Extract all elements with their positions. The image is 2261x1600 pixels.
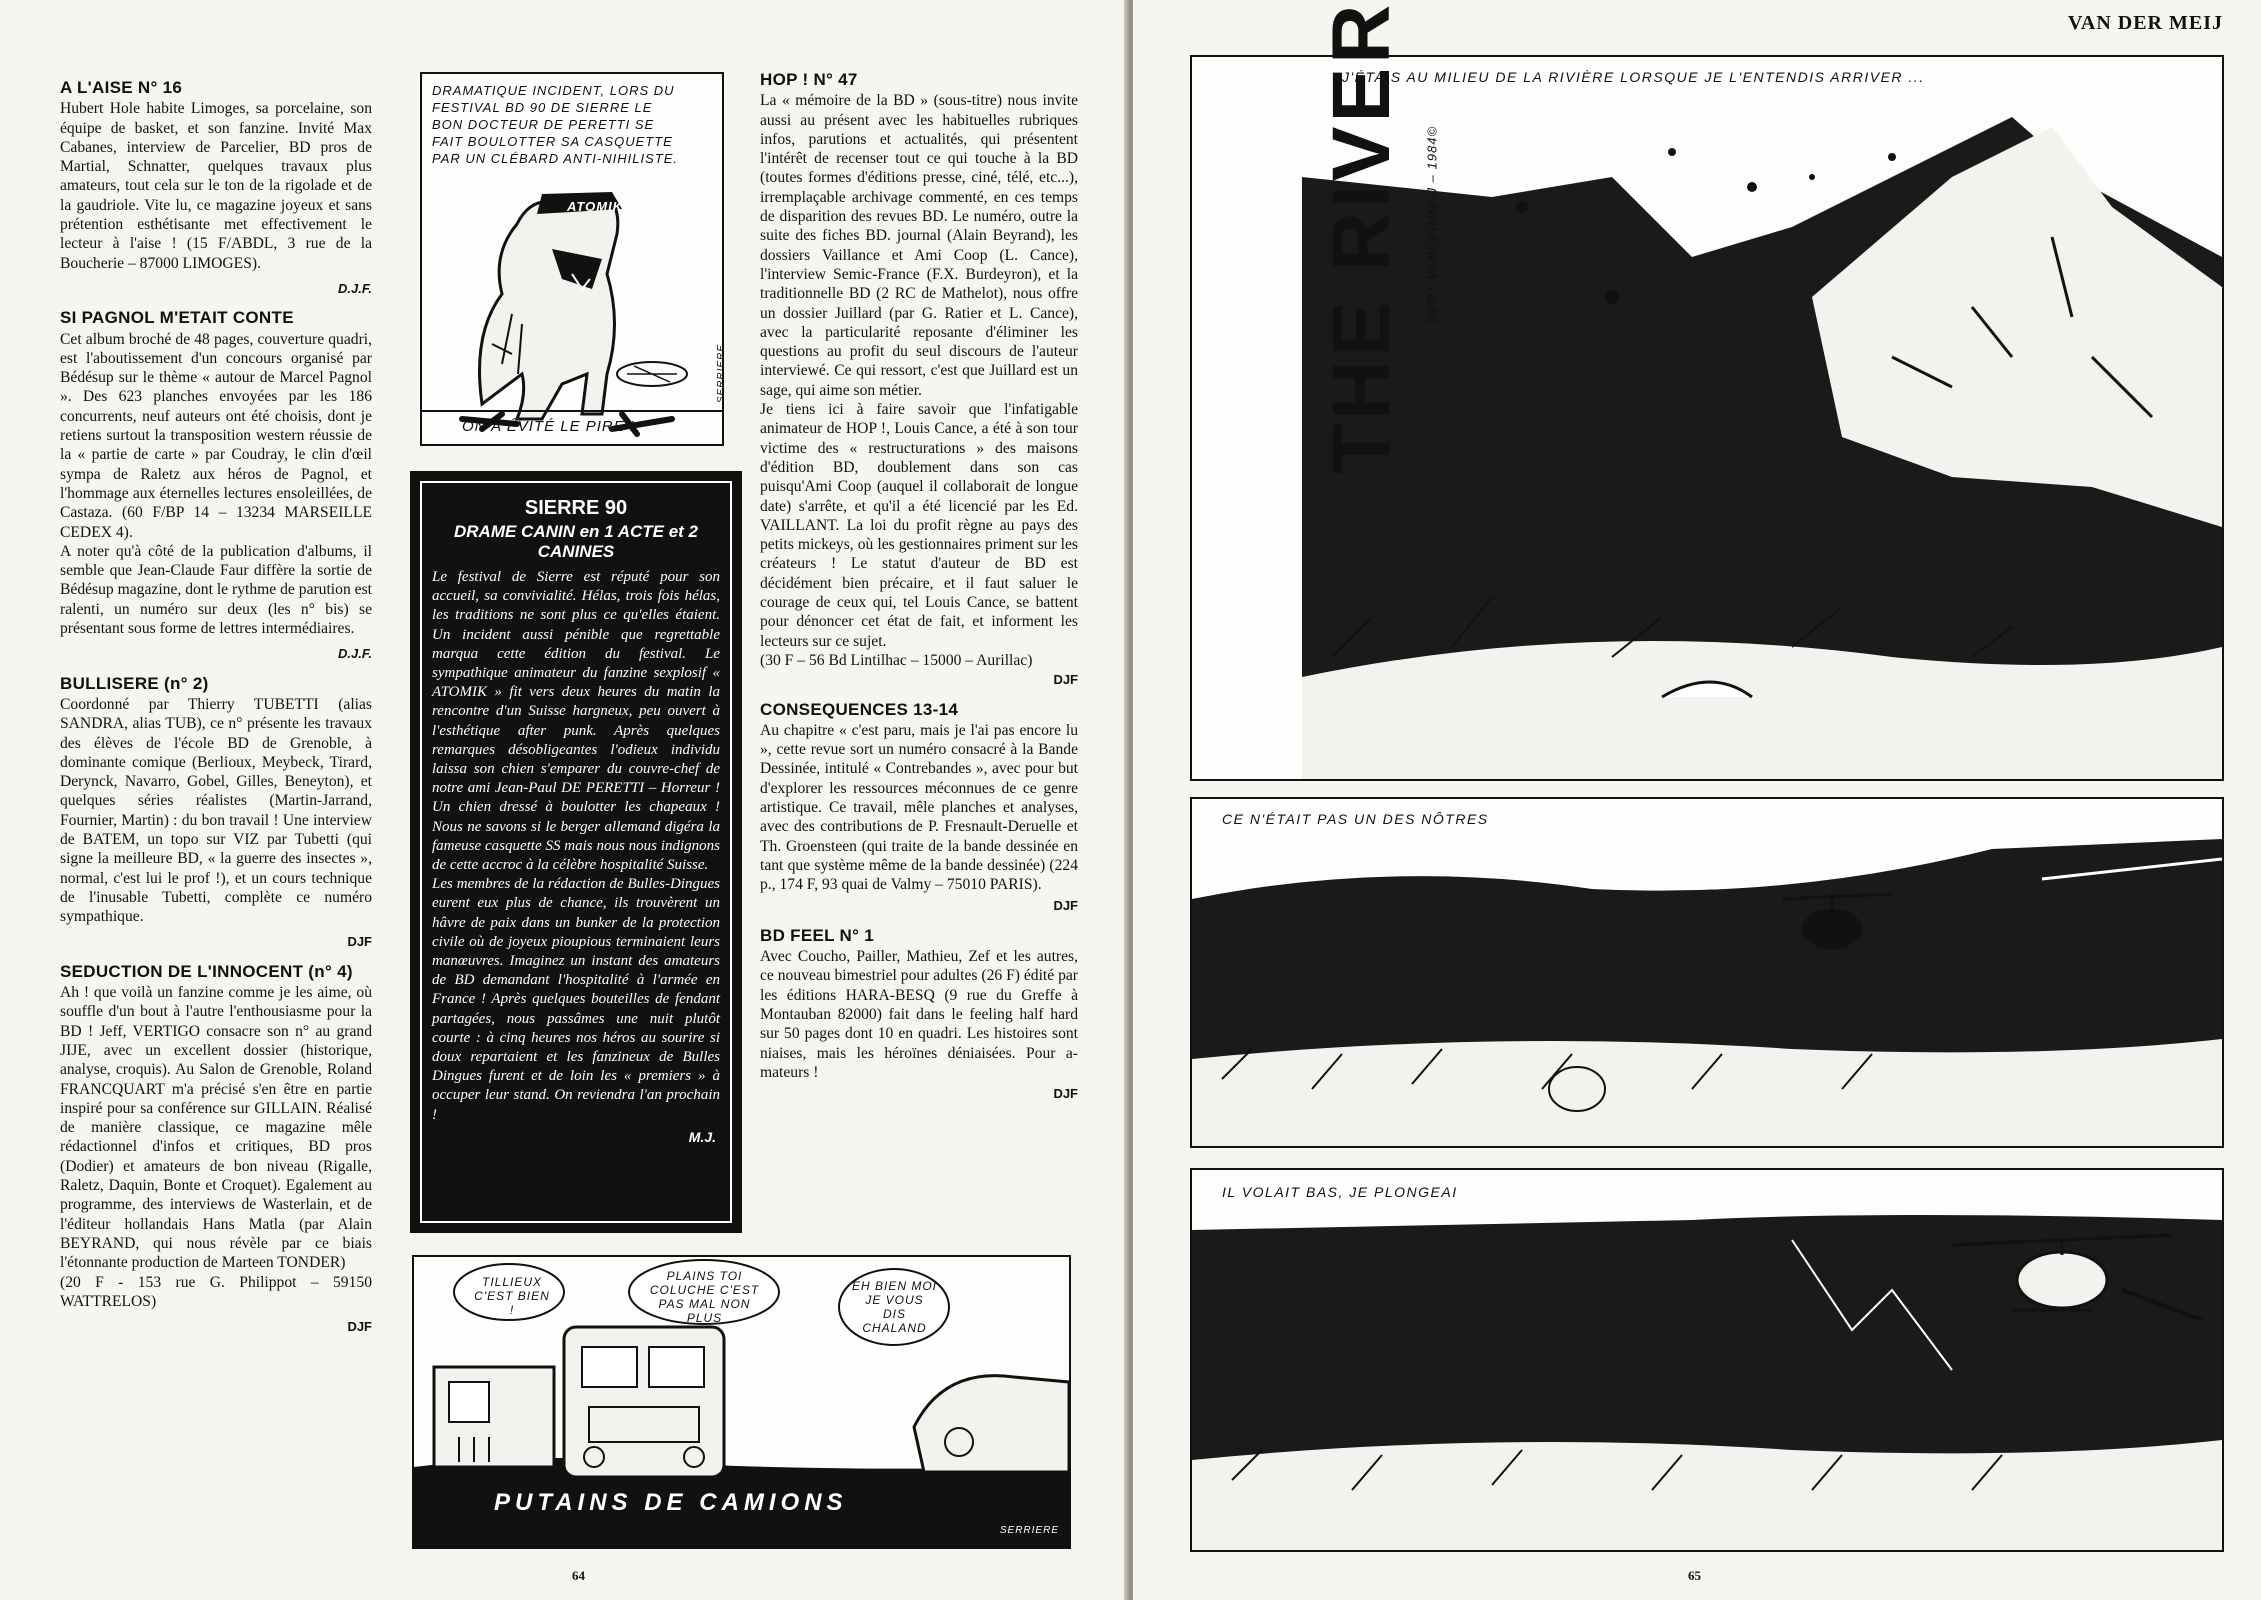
article-title: A L'AISE N° 16 — [60, 78, 183, 97]
article-signature: DJF — [1053, 672, 1078, 688]
panel-2-caption: CE N'ÉTAIT PAS UN DES NÔTRES — [1222, 811, 1489, 827]
cartoon-bottom-caption: ON A ÉVITÉ LE PIRE ! — [462, 418, 636, 435]
panel-3-art — [1192, 1170, 2222, 1550]
comic-title: THE RIVER — [1316, 0, 1407, 474]
cartoon-title: PUTAINS DE CAMIONS — [494, 1489, 848, 1516]
speech-bubble-1: TILLIEUX C'EST BIEN ! — [474, 1275, 550, 1317]
page-number: 65 — [1688, 1568, 1701, 1583]
sierre-subtitle: DRAME CANIN en 1 ACTE et 2 CANINES — [453, 522, 698, 561]
column-1 — [60, 78, 372, 1344]
sierre-box-frame — [420, 481, 732, 1223]
article-body: (30 F – 56 Bd Lintilhac – 15000 – Aurillac) — [760, 651, 1033, 669]
article-signature: D.J.F. — [338, 280, 372, 296]
cartoon-signature: SERRIERE — [999, 1525, 1059, 1536]
speech-bubble-3: EH BIEN MOI JE VOUS DIS CHALAND — [852, 1279, 938, 1335]
column-3 — [760, 70, 1078, 1103]
article-body: La « mémoire de la BD » (sous-titre) nous invite aussi au présent avec les habituelles rubriques infos, parutions et actualités, qui présentent l'intérêt de recenser tout ce qui touche à la BD (toutes formes d'éditions presse, ciné, télé, etc...), irremplaçable archivage commenté, en ces temps de disparition des revues BD. Le numéro, outre la suite des fiches BD. journal (Alain Beyrand), les dossiers Vaillance et Ami Coop (L. Cance), l'interview Semic-France (F.X. Burdeyron), et la traditionnelle BD (2 RC de Mathelot), nous offre un dossier Juillard (par G. Ratier et L. Cance), avec la particularité reposante d'éliminer les questions au profit du seul discours de l'auteur interviewé. Ce qui ressort, c'est que Juillard est un sage, qui aime son métier. — [760, 92, 1078, 399]
sierre-body: Les membres de la rédaction de Bulles-Dingues eurent eux plus de chance, ils trouvèrent un hâvre de paix dans un bunker de la protection civile où de joyeux pioupious terminaient leurs manœuvres. Imaginez un instant des amateurs de BD demandant l'hospitalité à l'armée en France ! Après quelques bouteilles de fendant partagées, nous passâmes une nuit plutôt courte : à cinq heures nos héros au sourire si doux repartaient et les fanzineux de Bulles Dingues furent et de loin les « premiers » à occuper leur stand. On reviendra l'an prochain ! — [432, 876, 720, 1123]
cartoon-signature: SERRIERE — [716, 344, 727, 404]
panel-1-caption: J'ÉTAIS AU MILIEU DE LA RIVIÈRE LORSQUE JE L'ENTENDIS ARRIVER ... — [1342, 69, 1925, 85]
cartoon-caption: DRAMATIQUE INCIDENT, LORS DU FESTIVAL BD 90 DE SIERRE LE BON DOCTEUR DE PERETTI SE FAIT BOULOTTER SA CASQUETTE PAR UN CLÉBARD ANTI-NIHILISTE. — [432, 83, 678, 166]
article-body: Je tiens ici à faire savoir que l'infatigable animateur de HOP !, Louis Cance, a été à son tour victime des « restructurations » des maisons d'édition BD, doublement dans son cas puisqu'Ami Coop (auquel il collaborait de longue date) s'arrête, et qu'il a été licencié par les Ed. VAILLANT. La loi du profit règne au pays des petits mickeys, où les gestionnaires priment sur les créateurs ! Le statut d'auteur de BD est décidément bien précaire, et il faut saluer le courage de ceux qui, tel Louis Cance, se battent pour dénoncer cet état de fait, et informent les lecteurs sur ce sujet. — [760, 401, 1078, 650]
sierre-signature: M.J. — [688, 1128, 716, 1145]
article-body: Ah ! que voilà un fanzine comme je les aime, où souffle d'un bout à l'autre l'enthousiasme pour la BD ! Jeff, VERTIGO consacre son n° au grand JIJE, avec un excellent dossier (historique, analyse, croquis). Au Salon de Grenoble, Roland FRANCQUART m'a précisé s'en être en partie inspiré pour sa conférence sur GILLAIN. Réalisé de manière classique, ce magazine mêle rédactionnel d'infos et critiques, BD pros (Dodier) et amateurs de bon niveau (Rigalle, Raletz, Daquin, Bonte et Croquet). Egalement au programme, des interviews de Wasterlain, et de l'éditeur hollandais Hans Matla (par Alain BEYRAND, qui nous révèle par ce biais l'étonnante production de Marteen TONDER) — [60, 984, 372, 1272]
article-signature: D.J.F. — [338, 646, 372, 662]
panel-3-caption: IL VOLAIT BAS, JE PLONGEAI — [1222, 1184, 1458, 1200]
article-body: Au chapitre « c'est paru, mais je l'ai pas encore lu », cette revue sort un numéro consacré à la Bande Dessinée, intitulé « Contrebandes », avec pour but d'explorer les ressources méconnues de ce genre artistique. Ce travail, mêle planches et analyses, avec des contributions de P. Fresnault-Deruelle et Th. Groensteen (qui traite de la bande dessinée en tant que système même de la bande dessinée) (224 p., 174 F, 93 quai de Valmy – 75010 PARIS). — [760, 721, 1078, 894]
comic-panel-1 — [1190, 0, 2224, 781]
article-title: SEDUCTION DE L'INNOCENT (n° 4) — [60, 961, 353, 981]
article-body: Hubert Hole habite Limoges, sa porcelaine, son équipe de basket, et son fanzine. Invité Max Cabanes, interview de Parcelier, BD pros de Martial, Schnatter, quelques travaux plus amateurs, tout cela sur le ton de la rigolade et de la gaudriole. Vite lu, ce magazine joyeux et sans prétention esthétisante met effectivement le lecteur à l'aise ! (15 F/ABDL, 3 rue de la Boucherie – 87000 LIMOGES). — [60, 100, 372, 272]
article-body: Coordonné par Thierry TUBETTI (alias SANDRA, alias TUB), ce n° présente les travaux des élèves de l'école BD de Grenoble, à dominante comique (Berlioux, Meybeck, Tirard, Derynck, Navarro, Gobel, Gilles, Beneyton), et quelques séries réalistes (Martin-Jarrand, Fournier, Martin) : du bon travail ! Une interview de BATEM, un topo sur VIZ par Tubetti (qui signe la meilleure BD, « la guerre des insectes », normal, c'est lui le prof !), et un cours technique de l'inusable Tubetti, complète ce numéro sympathique. — [60, 695, 372, 926]
right-page — [1133, 0, 2261, 1600]
article-signature: DJF — [1053, 1086, 1078, 1102]
article-body: Avec Coucho, Pailler, Mathieu, Zef et les autres, ce nouveau bimestriel pour adultes (26 F) édité par les éditions HARA-BESQ (9 rue du Greffe à Montauban 82000) fait dans le feeling half hard sur 50 pages dont 10 en quadri. Les histoires sont niaises, mais les héroïnes déniaisées. Pour a-mateurs ! — [760, 948, 1078, 1081]
cartoon-camions — [412, 1255, 1071, 1549]
article-signature: DJF — [347, 1319, 372, 1335]
panel-2-art — [1192, 799, 2222, 1146]
sierre-body: Le festival de Sierre est réputé pour son accueil, sa convivialité. Hélas, trois fois hélas, les traditions ne sont plus ce qu'elles étaient. Un incident aussi pénible que regrettable marqua cette édition du festival. Le sympathique animateur du fanzine sexplosif « ATOMIK » fit vers deux heures du matin la rencontre d'un Suisse hargneux, peu ouvert à l'esthétique after punk. Après quelques remarques désobligeantes l'odieux individu laissa son chien s'emparer du couvre-chef de notre ami Jean-Paul DE PERETTI – Horreur ! Un chien dressé à boulotter les chapeaux ! Nous ne savons si le berger allemand digéra la fameuse casquette SS mais nous nous indignons de cette accroc à la célèbre hospitalité Suisse. — [432, 569, 720, 874]
speech-bubble-2: PLAINS TOI COLUCHE C'EST PAS MAL NON PLUS — [649, 1269, 760, 1325]
comic-panel-3 — [1190, 1168, 2224, 1552]
article-title: BULLISERE (n° 2) — [60, 673, 209, 693]
comic-credit: BERT VANDERMEIJ – 1984© — [1424, 125, 1440, 324]
left-page — [0, 0, 1128, 1600]
article-signature: DJF — [347, 934, 372, 950]
sierre-title: SIERRE 90 — [524, 497, 628, 519]
cartoon-atomik — [420, 72, 727, 446]
article-title: BD FEEL N° 1 — [760, 925, 874, 945]
sierre-box — [410, 471, 742, 1233]
article-body: Cet album broché de 48 pages, couverture quadri, est l'aboutissement d'un concours organisé par Bédésup sur le thème « autour de Marcel Pagnol ». Des 623 planches envoyées par les 186 concurrents, neuf auteurs ont été choisis, dont je retiens surtout la transposition western réussie de la « partie de carte » par Coudray, le clin d'œil sympa de Raletz aux héros de Pagnol, et l'hommage aux éternelles lectures ensoleillées, de Castaza. (60 F/BP 14 – 13234 MARSEILLE CEDEX 4). — [60, 330, 372, 541]
cap-label: ATOMIK — [567, 199, 624, 214]
comic-panel-2 — [1190, 797, 2224, 1148]
page-number: 64 — [572, 1568, 585, 1583]
article-title: HOP ! N° 47 — [760, 70, 858, 89]
running-head: VAN DER MEIJ — [2068, 12, 2223, 34]
article-signature: DJF — [1053, 898, 1078, 914]
article-title: CONSEQUENCES 13-14 — [760, 699, 959, 719]
article-body: (20 F - 153 rue G. Philippot – 59150 WATTRELOS) — [60, 1273, 372, 1310]
article-body: A noter qu'à côté de la publication d'albums, il semble que Jean-Claude Faur diffère la sortie de Bédésup magazine, dont le rythme de parution est ralenti, un numéro sur deux (les n° bis) se présentant sous forme de lettres intermédiaires. — [60, 542, 372, 638]
article-title: SI PAGNOL M'ETAIT CONTE — [60, 308, 294, 328]
dog-drawing — [422, 74, 722, 444]
